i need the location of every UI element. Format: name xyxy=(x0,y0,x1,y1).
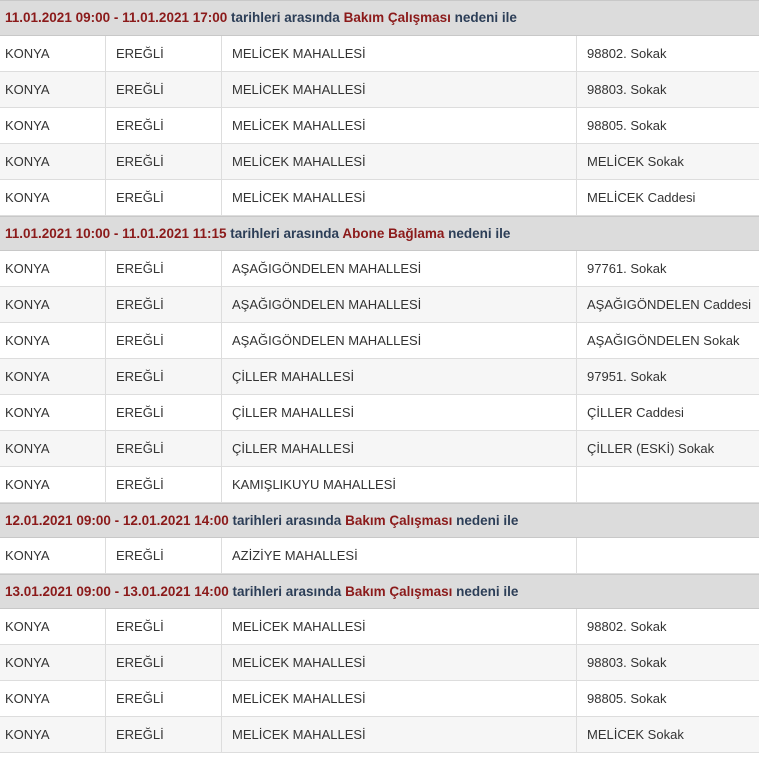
between-label: tarihleri arasında xyxy=(231,10,340,25)
province-cell: KONYA xyxy=(0,609,106,644)
outage-end-date: 12.01.2021 14:00 xyxy=(122,513,229,528)
neighborhood-cell: MELİCEK MAHALLESİ xyxy=(222,645,577,680)
outage-row xyxy=(0,681,759,717)
outage-row xyxy=(0,538,759,574)
neighborhood-cell: MELİCEK MAHALLESİ xyxy=(222,717,577,752)
district-cell: EREĞLİ xyxy=(106,144,222,179)
district-cell: EREĞLİ xyxy=(106,609,222,644)
street-cell: ÇİLLER (ESKİ) Sokak xyxy=(587,441,715,456)
province-cell: KONYA xyxy=(0,180,106,215)
outage-start-date: 12.01.2021 09:00 xyxy=(5,513,111,528)
street-cell: 98803. Sokak xyxy=(587,82,667,97)
reason-suffix: nedeni ile xyxy=(456,513,519,528)
district-cell: EREĞLİ xyxy=(106,72,222,107)
neighborhood-cell: ÇİLLER MAHALLESİ xyxy=(222,431,577,466)
date-range-separator: - xyxy=(113,10,119,25)
province-cell: KONYA xyxy=(0,251,106,286)
street-cell: 98802. Sokak xyxy=(587,46,667,61)
street-cell: ÇİLLER Caddesi xyxy=(587,405,684,420)
outage-end-date: 13.01.2021 14:00 xyxy=(122,584,229,599)
outage-row xyxy=(0,467,759,503)
province-cell: KONYA xyxy=(0,108,106,143)
outage-row xyxy=(0,251,759,287)
province-cell: KONYA xyxy=(0,467,106,502)
outage-row xyxy=(0,359,759,395)
district-cell: EREĞLİ xyxy=(106,538,222,573)
district-cell: EREĞLİ xyxy=(106,681,222,716)
neighborhood-cell: ÇİLLER MAHALLESİ xyxy=(222,359,577,394)
province-cell: KONYA xyxy=(0,144,106,179)
outage-start-date: 13.01.2021 09:00 xyxy=(5,584,111,599)
district-cell: EREĞLİ xyxy=(106,395,222,430)
outage-group-header xyxy=(0,574,759,609)
district-cell: EREĞLİ xyxy=(106,36,222,71)
street-cell: 98802. Sokak xyxy=(587,619,667,634)
outage-row xyxy=(0,323,759,359)
outage-reason: Abone Bağlama xyxy=(342,226,445,241)
outage-row xyxy=(0,609,759,645)
outage-start-date: 11.01.2021 10:00 xyxy=(5,226,111,241)
outage-reason: Bakım Çalışması xyxy=(345,513,453,528)
outage-row xyxy=(0,431,759,467)
outage-row xyxy=(0,144,759,180)
street-cell: MELİCEK Sokak xyxy=(587,154,684,169)
outage-end-date: 11.01.2021 17:00 xyxy=(122,10,228,25)
street-cell: 97951. Sokak xyxy=(587,369,667,384)
street-cell: AŞAĞIGÖNDELEN Caddesi xyxy=(587,297,752,312)
between-label: tarihleri arasında xyxy=(230,226,340,241)
outage-row xyxy=(0,180,759,216)
neighborhood-cell: MELİCEK MAHALLESİ xyxy=(222,180,577,215)
street-cell xyxy=(577,467,759,502)
outage-end-date: 11.01.2021 11:15 xyxy=(122,226,227,241)
province-cell: KONYA xyxy=(0,717,106,752)
district-cell: EREĞLİ xyxy=(106,287,222,322)
district-cell: EREĞLİ xyxy=(106,431,222,466)
province-cell: KONYA xyxy=(0,36,106,71)
province-cell: KONYA xyxy=(0,395,106,430)
neighborhood-cell: AŞAĞIGÖNDELEN MAHALLESİ xyxy=(222,287,577,322)
neighborhood-cell: MELİCEK MAHALLESİ xyxy=(222,36,577,71)
reason-suffix: nedeni ile xyxy=(456,584,519,599)
date-range-separator: - xyxy=(113,226,119,241)
outage-group-header xyxy=(0,216,759,251)
between-label: tarihleri arasında xyxy=(232,513,342,528)
reason-suffix: nedeni ile xyxy=(448,226,511,241)
neighborhood-cell: MELİCEK MAHALLESİ xyxy=(222,144,577,179)
neighborhood-cell: AŞAĞIGÖNDELEN MAHALLESİ xyxy=(222,251,577,286)
province-cell: KONYA xyxy=(0,287,106,322)
outage-row xyxy=(0,645,759,681)
neighborhood-cell: MELİCEK MAHALLESİ xyxy=(222,681,577,716)
province-cell: KONYA xyxy=(0,323,106,358)
district-cell: EREĞLİ xyxy=(106,717,222,752)
district-cell: EREĞLİ xyxy=(106,251,222,286)
district-cell: EREĞLİ xyxy=(106,108,222,143)
district-cell: EREĞLİ xyxy=(106,467,222,502)
district-cell: EREĞLİ xyxy=(106,359,222,394)
neighborhood-cell: KAMIŞLIKUYU MAHALLESİ xyxy=(222,467,577,502)
neighborhood-cell: MELİCEK MAHALLESİ xyxy=(222,72,577,107)
neighborhood-cell: AZİZİYE MAHALLESİ xyxy=(222,538,577,573)
outage-group-header xyxy=(0,503,759,538)
province-cell: KONYA xyxy=(0,645,106,680)
outage-row xyxy=(0,287,759,323)
street-cell: 98805. Sokak xyxy=(587,118,667,133)
outage-row xyxy=(0,717,759,753)
street-cell: AŞAĞIGÖNDELEN Sokak xyxy=(587,333,740,348)
outage-group-header xyxy=(0,0,759,36)
outage-row xyxy=(0,108,759,144)
street-cell: MELİCEK Caddesi xyxy=(587,190,696,205)
province-cell: KONYA xyxy=(0,72,106,107)
outage-start-date: 11.01.2021 09:00 xyxy=(5,10,111,25)
neighborhood-cell: MELİCEK MAHALLESİ xyxy=(222,108,577,143)
province-cell: KONYA xyxy=(0,431,106,466)
province-cell: KONYA xyxy=(0,538,106,573)
outage-reason: Bakım Çalışması xyxy=(345,584,453,599)
neighborhood-cell: AŞAĞIGÖNDELEN MAHALLESİ xyxy=(222,323,577,358)
street-cell: MELİCEK Sokak xyxy=(587,727,684,742)
district-cell: EREĞLİ xyxy=(106,180,222,215)
neighborhood-cell: ÇİLLER MAHALLESİ xyxy=(222,395,577,430)
outage-row xyxy=(0,72,759,108)
district-cell: EREĞLİ xyxy=(106,323,222,358)
outage-reason: Bakım Çalışması xyxy=(343,10,451,25)
reason-suffix: nedeni ile xyxy=(454,10,517,25)
province-cell: KONYA xyxy=(0,681,106,716)
date-range-separator: - xyxy=(114,584,120,599)
province-cell: KONYA xyxy=(0,359,106,394)
outage-row xyxy=(0,395,759,431)
date-range-separator: - xyxy=(114,513,120,528)
neighborhood-cell: MELİCEK MAHALLESİ xyxy=(222,609,577,644)
between-label: tarihleri arasında xyxy=(232,584,342,599)
outage-row xyxy=(0,36,759,72)
street-cell: 97761. Sokak xyxy=(587,261,667,276)
street-cell: 98803. Sokak xyxy=(587,655,667,670)
district-cell: EREĞLİ xyxy=(106,645,222,680)
street-cell: 98805. Sokak xyxy=(587,691,667,706)
street-cell xyxy=(577,538,759,573)
